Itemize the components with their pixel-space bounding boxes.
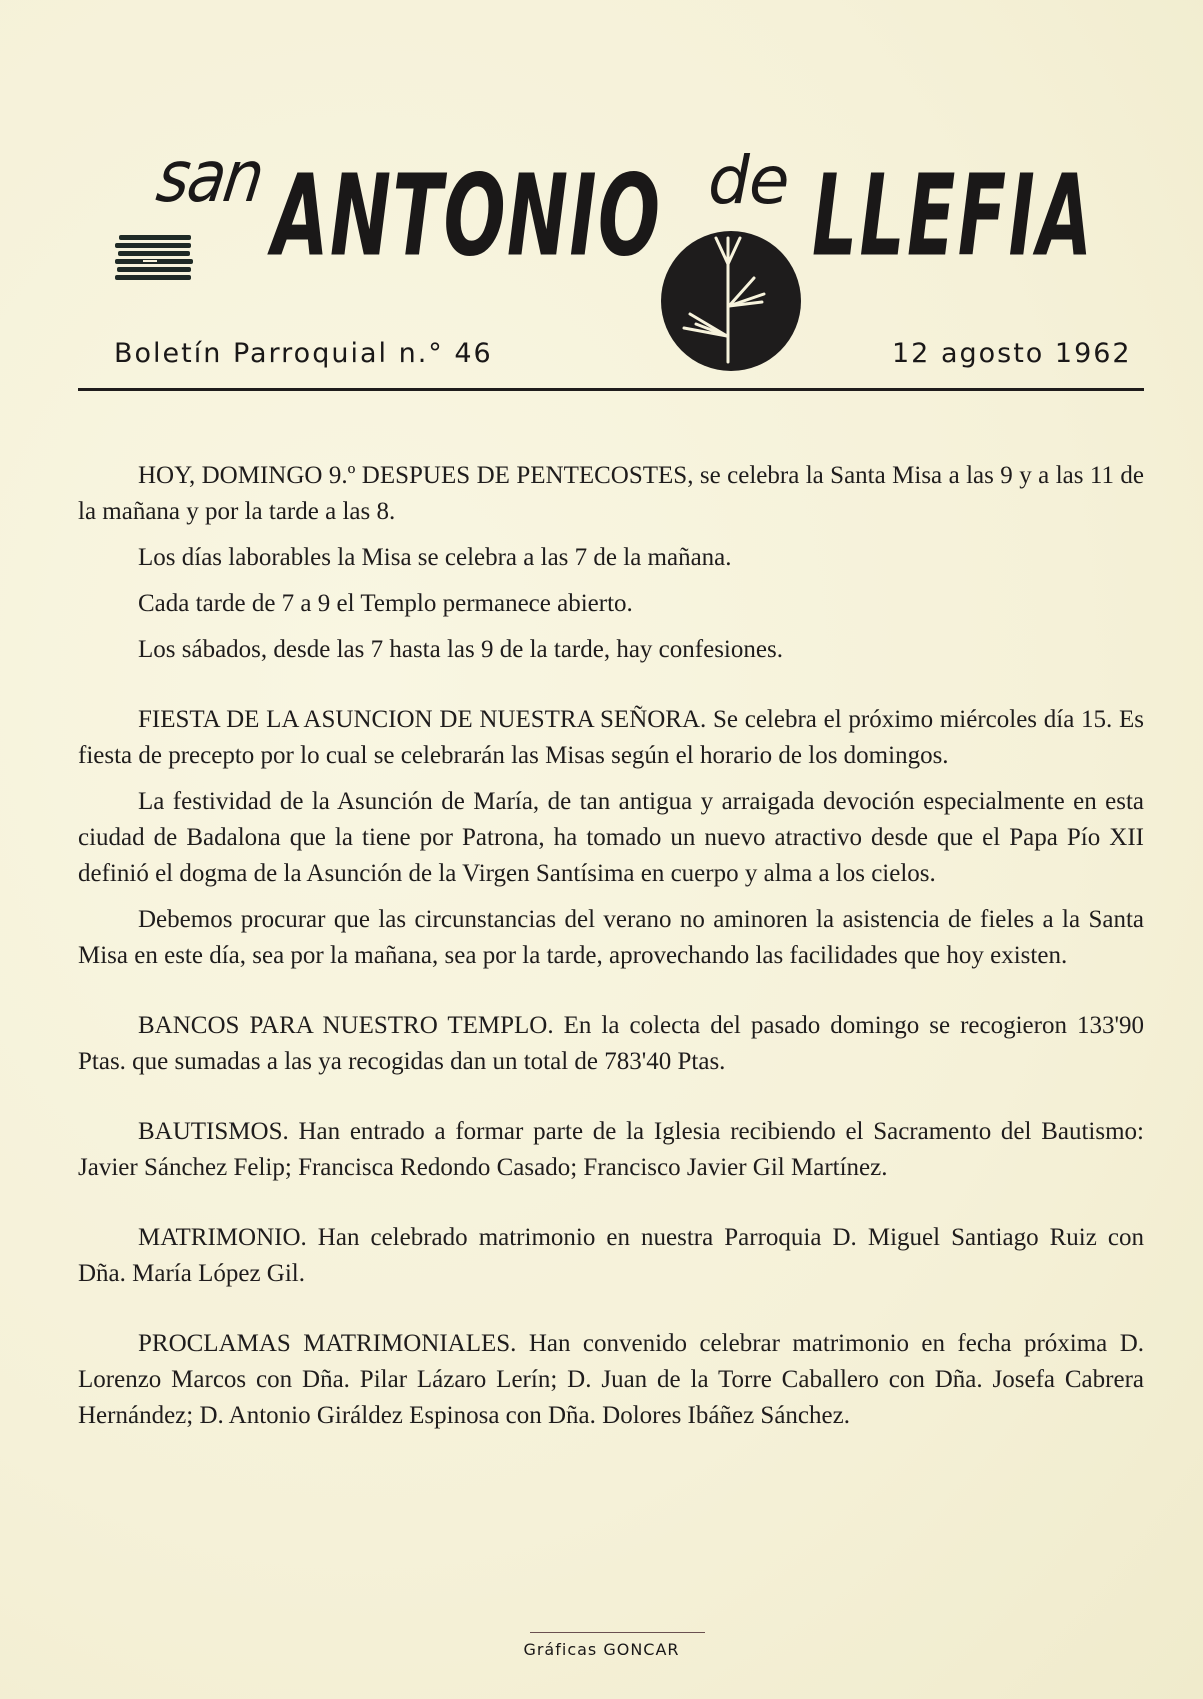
title-llefia: LLEFIA	[812, 150, 1095, 282]
paragraph-confessions: Los sábados, desde las 7 hasta las 9 de la tarde, hay confesiones.	[138, 636, 783, 663]
paragraph-mass-schedule: HOY, DOMINGO 9.º DESPUES DE PENTECOSTES, se celebra la Santa Misa a las 9 y a las 11 de la mañana y por la tarde a las 8.	[78, 462, 1144, 525]
bulletin-body	[78, 458, 1144, 1434]
title-san: san	[152, 134, 268, 219]
paragraph-pews-collection: BANCOS PARA NUESTRO TEMPLO. En la colecta del pasado domingo se recogieron 133'90 Ptas. que sumadas a las ya recogidas dan un total de 783'40 Ptas.	[78, 1012, 1144, 1075]
paragraph-assumption-history: La festividad de la Asunción de María, de tan antigua y arraigada devoción especialmente en esta ciudad de Badalona que la tiene por Patrona, ha tomado un nuevo atractivo desde que el Papa Pío XII definió el dogma de la Asunción de la Virgen Santísima en cuerpo y alma a los cielos.	[78, 788, 1144, 887]
masthead-divider	[78, 388, 1144, 391]
paragraph-attendance: Debemos procurar que las circunstancias del verano no aminoren la asistencia de fieles a la Santa Misa en este día, sea por la mañana, sea por la tarde, aprovechando las facilidades que hoy existen.	[78, 906, 1144, 969]
paragraph-marriage: MATRIMONIO. Han celebrado matrimonio en nuestra Parroquia D. Miguel Santiago Ruiz con Dña. María López Gil.	[78, 1224, 1144, 1287]
bulletin-number: Boletín Parroquial n.° 46	[114, 338, 493, 369]
paragraph-weekday-mass: Los días laborables la Misa se celebra a las 7 de la mañana.	[138, 544, 732, 571]
title-de: de	[708, 142, 789, 219]
bulletin-date: 12 agosto 1962	[892, 338, 1132, 369]
printer-credit: Gráficas GONCAR	[523, 1640, 680, 1659]
footer-divider	[530, 1632, 705, 1633]
stripes-ornament-icon	[115, 233, 195, 285]
plant-in-circle-icon	[658, 228, 804, 374]
paragraph-assumption-feast: FIESTA DE LA ASUNCION DE NUESTRA SEÑORA. Se celebra el próximo miércoles día 15. Es fiesta de precepto por lo cual se celebrarán las Misas según el horario de los domingos.	[78, 706, 1144, 769]
masthead	[0, 0, 1203, 400]
paragraph-temple-hours: Cada tarde de 7 a 9 el Templo permanece abierto.	[138, 590, 633, 617]
paragraph-baptisms: BAUTISMOS. Han entrado a formar parte de la Iglesia recibiendo el Sacramento del Bautismo: Javier Sánchez Felip; Francisca Redondo Casado; Francisco Javier Gil Martínez.	[78, 1118, 1144, 1181]
paragraph-banns: PROCLAMAS MATRIMONIALES. Han convenido celebrar matrimonio en fecha próxima D. Lorenzo Marcos con Dña. Pilar Lázaro Lerín; D. Juan de la Torre Caballero con Dña. Josefa Cabrera Hernández; D. Antonio Giráldez Espinosa con Dña. Dolores Ibáñez Sánchez.	[78, 1330, 1144, 1429]
title-antonio: ANTONIO	[272, 150, 662, 282]
